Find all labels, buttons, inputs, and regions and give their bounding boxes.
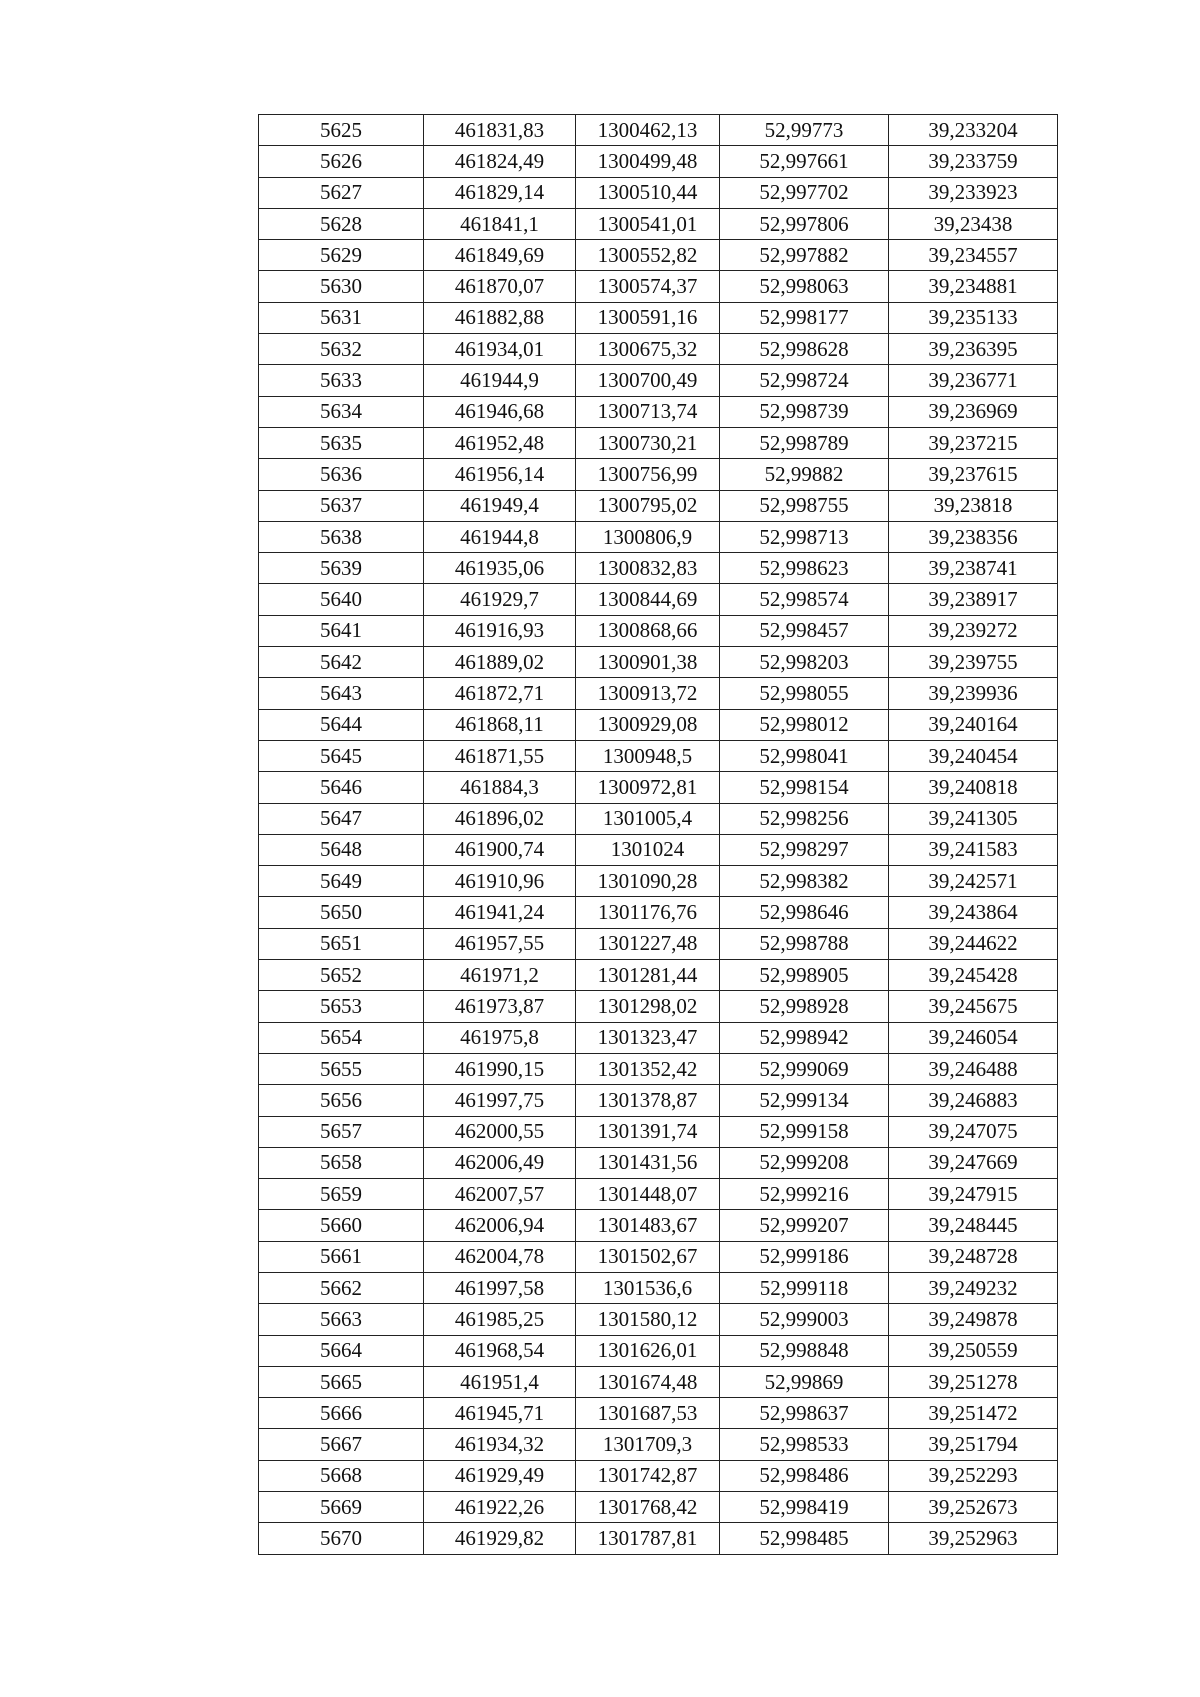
latitude-cell: 52,998297 (720, 834, 889, 865)
y-coordinate-cell: 1301674,48 (576, 1366, 720, 1397)
x-coordinate-cell: 461952,48 (424, 427, 576, 458)
table-row (259, 1366, 1058, 1397)
latitude-cell: 52,998041 (720, 740, 889, 771)
point-number-cell: 5649 (259, 866, 424, 897)
longitude-cell: 39,239936 (889, 678, 1058, 709)
y-coordinate-cell: 1301005,4 (576, 803, 720, 834)
latitude-cell: 52,998724 (720, 365, 889, 396)
longitude-cell: 39,23818 (889, 490, 1058, 521)
y-coordinate-cell: 1301024 (576, 834, 720, 865)
point-number-cell: 5669 (259, 1492, 424, 1523)
point-number-cell: 5633 (259, 365, 424, 396)
point-number-cell: 5642 (259, 647, 424, 678)
x-coordinate-cell: 461934,32 (424, 1429, 576, 1460)
longitude-cell: 39,23438 (889, 208, 1058, 239)
latitude-cell: 52,999158 (720, 1116, 889, 1147)
latitude-cell: 52,998755 (720, 490, 889, 521)
point-number-cell: 5628 (259, 208, 424, 239)
x-coordinate-cell: 461997,75 (424, 1085, 576, 1116)
x-coordinate-cell: 461975,8 (424, 1022, 576, 1053)
table-row (259, 553, 1058, 584)
longitude-cell: 39,247915 (889, 1179, 1058, 1210)
latitude-cell: 52,998382 (720, 866, 889, 897)
table-row (259, 803, 1058, 834)
latitude-cell: 52,998788 (720, 928, 889, 959)
x-coordinate-cell: 461884,3 (424, 772, 576, 803)
latitude-cell: 52,997702 (720, 177, 889, 208)
point-number-cell: 5632 (259, 334, 424, 365)
x-coordinate-cell: 461870,07 (424, 271, 576, 302)
y-coordinate-cell: 1301448,07 (576, 1179, 720, 1210)
table-row (259, 459, 1058, 490)
table-row (259, 240, 1058, 271)
x-coordinate-cell: 461944,8 (424, 521, 576, 552)
y-coordinate-cell: 1301281,44 (576, 960, 720, 991)
latitude-cell: 52,998419 (720, 1492, 889, 1523)
latitude-cell: 52,998628 (720, 334, 889, 365)
point-number-cell: 5664 (259, 1335, 424, 1366)
latitude-cell: 52,998905 (720, 960, 889, 991)
point-number-cell: 5647 (259, 803, 424, 834)
x-coordinate-cell: 461882,88 (424, 302, 576, 333)
table-row (259, 678, 1058, 709)
table-row (259, 1210, 1058, 1241)
table-row (259, 584, 1058, 615)
point-number-cell: 5652 (259, 960, 424, 991)
longitude-cell: 39,245428 (889, 960, 1058, 991)
y-coordinate-cell: 1300730,21 (576, 427, 720, 458)
point-number-cell: 5670 (259, 1523, 424, 1554)
latitude-cell: 52,997806 (720, 208, 889, 239)
latitude-cell: 52,999208 (720, 1147, 889, 1178)
y-coordinate-cell: 1301431,56 (576, 1147, 720, 1178)
x-coordinate-cell: 461934,01 (424, 334, 576, 365)
point-number-cell: 5663 (259, 1304, 424, 1335)
x-coordinate-cell: 461935,06 (424, 553, 576, 584)
x-coordinate-cell: 461849,69 (424, 240, 576, 271)
y-coordinate-cell: 1300541,01 (576, 208, 720, 239)
y-coordinate-cell: 1300499,48 (576, 146, 720, 177)
point-number-cell: 5639 (259, 553, 424, 584)
table-row (259, 772, 1058, 803)
x-coordinate-cell: 461944,9 (424, 365, 576, 396)
longitude-cell: 39,246883 (889, 1085, 1058, 1116)
table-row (259, 740, 1058, 771)
y-coordinate-cell: 1300806,9 (576, 521, 720, 552)
longitude-cell: 39,252673 (889, 1492, 1058, 1523)
latitude-cell: 52,999069 (720, 1053, 889, 1084)
latitude-cell: 52,997661 (720, 146, 889, 177)
x-coordinate-cell: 461997,58 (424, 1272, 576, 1303)
point-number-cell: 5627 (259, 177, 424, 208)
table-row (259, 1085, 1058, 1116)
latitude-cell: 52,999003 (720, 1304, 889, 1335)
x-coordinate-cell: 461910,96 (424, 866, 576, 897)
longitude-cell: 39,240454 (889, 740, 1058, 771)
y-coordinate-cell: 1300929,08 (576, 709, 720, 740)
x-coordinate-cell: 461929,49 (424, 1460, 576, 1491)
longitude-cell: 39,242571 (889, 866, 1058, 897)
point-number-cell: 5643 (259, 678, 424, 709)
table-row (259, 365, 1058, 396)
table-row (259, 115, 1058, 146)
latitude-cell: 52,998928 (720, 991, 889, 1022)
x-coordinate-cell: 461872,71 (424, 678, 576, 709)
y-coordinate-cell: 1300901,38 (576, 647, 720, 678)
table-row (259, 1022, 1058, 1053)
longitude-cell: 39,237215 (889, 427, 1058, 458)
latitude-cell: 52,99882 (720, 459, 889, 490)
y-coordinate-cell: 1300700,49 (576, 365, 720, 396)
longitude-cell: 39,239272 (889, 615, 1058, 646)
latitude-cell: 52,998623 (720, 553, 889, 584)
y-coordinate-cell: 1301687,53 (576, 1398, 720, 1429)
point-number-cell: 5631 (259, 302, 424, 333)
y-coordinate-cell: 1300972,81 (576, 772, 720, 803)
table-row (259, 866, 1058, 897)
table-row (259, 1241, 1058, 1272)
table-row (259, 1053, 1058, 1084)
y-coordinate-cell: 1300832,83 (576, 553, 720, 584)
latitude-cell: 52,998942 (720, 1022, 889, 1053)
x-coordinate-cell: 461968,54 (424, 1335, 576, 1366)
table-row (259, 960, 1058, 991)
point-number-cell: 5645 (259, 740, 424, 771)
latitude-cell: 52,997882 (720, 240, 889, 271)
longitude-cell: 39,249232 (889, 1272, 1058, 1303)
table-row (259, 146, 1058, 177)
point-number-cell: 5630 (259, 271, 424, 302)
point-number-cell: 5654 (259, 1022, 424, 1053)
table-row (259, 271, 1058, 302)
latitude-cell: 52,999118 (720, 1272, 889, 1303)
y-coordinate-cell: 1300591,16 (576, 302, 720, 333)
table-row (259, 177, 1058, 208)
latitude-cell: 52,999216 (720, 1179, 889, 1210)
point-number-cell: 5651 (259, 928, 424, 959)
y-coordinate-cell: 1300675,32 (576, 334, 720, 365)
x-coordinate-cell: 461949,4 (424, 490, 576, 521)
point-number-cell: 5660 (259, 1210, 424, 1241)
latitude-cell: 52,998486 (720, 1460, 889, 1491)
point-number-cell: 5665 (259, 1366, 424, 1397)
point-number-cell: 5638 (259, 521, 424, 552)
longitude-cell: 39,235133 (889, 302, 1058, 333)
x-coordinate-cell: 461945,71 (424, 1398, 576, 1429)
y-coordinate-cell: 1300868,66 (576, 615, 720, 646)
longitude-cell: 39,240164 (889, 709, 1058, 740)
y-coordinate-cell: 1301787,81 (576, 1523, 720, 1554)
table-row (259, 208, 1058, 239)
x-coordinate-cell: 461971,2 (424, 960, 576, 991)
point-number-cell: 5667 (259, 1429, 424, 1460)
x-coordinate-cell: 462000,55 (424, 1116, 576, 1147)
longitude-cell: 39,252293 (889, 1460, 1058, 1491)
latitude-cell: 52,999207 (720, 1210, 889, 1241)
table-row (259, 834, 1058, 865)
table-row (259, 1179, 1058, 1210)
table-row (259, 521, 1058, 552)
coordinates-table (258, 114, 1058, 1555)
table-row (259, 991, 1058, 1022)
longitude-cell: 39,251472 (889, 1398, 1058, 1429)
y-coordinate-cell: 1301742,87 (576, 1460, 720, 1491)
y-coordinate-cell: 1301227,48 (576, 928, 720, 959)
table-row (259, 1460, 1058, 1491)
y-coordinate-cell: 1300913,72 (576, 678, 720, 709)
x-coordinate-cell: 461841,1 (424, 208, 576, 239)
latitude-cell: 52,998457 (720, 615, 889, 646)
x-coordinate-cell: 461946,68 (424, 396, 576, 427)
longitude-cell: 39,238741 (889, 553, 1058, 584)
x-coordinate-cell: 461896,02 (424, 803, 576, 834)
table-row (259, 302, 1058, 333)
longitude-cell: 39,251278 (889, 1366, 1058, 1397)
point-number-cell: 5657 (259, 1116, 424, 1147)
latitude-cell: 52,998533 (720, 1429, 889, 1460)
latitude-cell: 52,998713 (720, 521, 889, 552)
x-coordinate-cell: 461941,24 (424, 897, 576, 928)
longitude-cell: 39,236969 (889, 396, 1058, 427)
latitude-cell: 52,998848 (720, 1335, 889, 1366)
y-coordinate-cell: 1300510,44 (576, 177, 720, 208)
y-coordinate-cell: 1300795,02 (576, 490, 720, 521)
x-coordinate-cell: 461929,82 (424, 1523, 576, 1554)
longitude-cell: 39,234557 (889, 240, 1058, 271)
x-coordinate-cell: 461824,49 (424, 146, 576, 177)
longitude-cell: 39,244622 (889, 928, 1058, 959)
point-number-cell: 5648 (259, 834, 424, 865)
point-number-cell: 5640 (259, 584, 424, 615)
longitude-cell: 39,249878 (889, 1304, 1058, 1335)
x-coordinate-cell: 461831,83 (424, 115, 576, 146)
x-coordinate-cell: 461957,55 (424, 928, 576, 959)
y-coordinate-cell: 1301391,74 (576, 1116, 720, 1147)
table-row (259, 1116, 1058, 1147)
longitude-cell: 39,238356 (889, 521, 1058, 552)
latitude-cell: 52,998646 (720, 897, 889, 928)
table-row (259, 709, 1058, 740)
y-coordinate-cell: 1300574,37 (576, 271, 720, 302)
x-coordinate-cell: 461829,14 (424, 177, 576, 208)
table-row (259, 647, 1058, 678)
coordinates-table-body (259, 115, 1058, 1555)
latitude-cell: 52,99773 (720, 115, 889, 146)
point-number-cell: 5658 (259, 1147, 424, 1178)
x-coordinate-cell: 461916,93 (424, 615, 576, 646)
latitude-cell: 52,998256 (720, 803, 889, 834)
y-coordinate-cell: 1301626,01 (576, 1335, 720, 1366)
point-number-cell: 5655 (259, 1053, 424, 1084)
longitude-cell: 39,238917 (889, 584, 1058, 615)
y-coordinate-cell: 1301378,87 (576, 1085, 720, 1116)
latitude-cell: 52,999186 (720, 1241, 889, 1272)
table-row (259, 1523, 1058, 1554)
x-coordinate-cell: 461956,14 (424, 459, 576, 490)
point-number-cell: 5644 (259, 709, 424, 740)
x-coordinate-cell: 462006,49 (424, 1147, 576, 1178)
point-number-cell: 5653 (259, 991, 424, 1022)
y-coordinate-cell: 1301709,3 (576, 1429, 720, 1460)
point-number-cell: 5634 (259, 396, 424, 427)
longitude-cell: 39,241305 (889, 803, 1058, 834)
longitude-cell: 39,243864 (889, 897, 1058, 928)
y-coordinate-cell: 1300462,13 (576, 115, 720, 146)
longitude-cell: 39,241583 (889, 834, 1058, 865)
point-number-cell: 5646 (259, 772, 424, 803)
y-coordinate-cell: 1301483,67 (576, 1210, 720, 1241)
point-number-cell: 5650 (259, 897, 424, 928)
table-row (259, 1272, 1058, 1303)
y-coordinate-cell: 1301580,12 (576, 1304, 720, 1335)
longitude-cell: 39,246054 (889, 1022, 1058, 1053)
x-coordinate-cell: 461871,55 (424, 740, 576, 771)
point-number-cell: 5659 (259, 1179, 424, 1210)
latitude-cell: 52,998485 (720, 1523, 889, 1554)
longitude-cell: 39,250559 (889, 1335, 1058, 1366)
table-row (259, 490, 1058, 521)
table-row (259, 1147, 1058, 1178)
x-coordinate-cell: 462007,57 (424, 1179, 576, 1210)
table-row (259, 1429, 1058, 1460)
table-row (259, 1335, 1058, 1366)
y-coordinate-cell: 1300713,74 (576, 396, 720, 427)
table-row (259, 396, 1058, 427)
point-number-cell: 5661 (259, 1241, 424, 1272)
y-coordinate-cell: 1301352,42 (576, 1053, 720, 1084)
longitude-cell: 39,237615 (889, 459, 1058, 490)
table-row (259, 615, 1058, 646)
table-row (259, 1398, 1058, 1429)
table-row (259, 1304, 1058, 1335)
latitude-cell: 52,998012 (720, 709, 889, 740)
latitude-cell: 52,998203 (720, 647, 889, 678)
x-coordinate-cell: 461900,74 (424, 834, 576, 865)
x-coordinate-cell: 462004,78 (424, 1241, 576, 1272)
point-number-cell: 5662 (259, 1272, 424, 1303)
y-coordinate-cell: 1301502,67 (576, 1241, 720, 1272)
x-coordinate-cell: 461922,26 (424, 1492, 576, 1523)
table-row (259, 427, 1058, 458)
longitude-cell: 39,239755 (889, 647, 1058, 678)
longitude-cell: 39,247669 (889, 1147, 1058, 1178)
latitude-cell: 52,998739 (720, 396, 889, 427)
point-number-cell: 5666 (259, 1398, 424, 1429)
table-row (259, 334, 1058, 365)
point-number-cell: 5635 (259, 427, 424, 458)
point-number-cell: 5656 (259, 1085, 424, 1116)
latitude-cell: 52,99869 (720, 1366, 889, 1397)
x-coordinate-cell: 461985,25 (424, 1304, 576, 1335)
longitude-cell: 39,233923 (889, 177, 1058, 208)
point-number-cell: 5641 (259, 615, 424, 646)
x-coordinate-cell: 462006,94 (424, 1210, 576, 1241)
y-coordinate-cell: 1300844,69 (576, 584, 720, 615)
longitude-cell: 39,236771 (889, 365, 1058, 396)
latitude-cell: 52,998154 (720, 772, 889, 803)
longitude-cell: 39,236395 (889, 334, 1058, 365)
y-coordinate-cell: 1301090,28 (576, 866, 720, 897)
point-number-cell: 5637 (259, 490, 424, 521)
longitude-cell: 39,234881 (889, 271, 1058, 302)
latitude-cell: 52,998063 (720, 271, 889, 302)
table-row (259, 897, 1058, 928)
x-coordinate-cell: 461973,87 (424, 991, 576, 1022)
table-row (259, 1492, 1058, 1523)
longitude-cell: 39,251794 (889, 1429, 1058, 1460)
x-coordinate-cell: 461990,15 (424, 1053, 576, 1084)
y-coordinate-cell: 1300756,99 (576, 459, 720, 490)
longitude-cell: 39,252963 (889, 1523, 1058, 1554)
y-coordinate-cell: 1301176,76 (576, 897, 720, 928)
latitude-cell: 52,998055 (720, 678, 889, 709)
y-coordinate-cell: 1301536,6 (576, 1272, 720, 1303)
y-coordinate-cell: 1300552,82 (576, 240, 720, 271)
longitude-cell: 39,240818 (889, 772, 1058, 803)
point-number-cell: 5626 (259, 146, 424, 177)
latitude-cell: 52,998574 (720, 584, 889, 615)
longitude-cell: 39,245675 (889, 991, 1058, 1022)
y-coordinate-cell: 1300948,5 (576, 740, 720, 771)
y-coordinate-cell: 1301323,47 (576, 1022, 720, 1053)
x-coordinate-cell: 461951,4 (424, 1366, 576, 1397)
longitude-cell: 39,233204 (889, 115, 1058, 146)
longitude-cell: 39,248728 (889, 1241, 1058, 1272)
table-row (259, 928, 1058, 959)
point-number-cell: 5668 (259, 1460, 424, 1491)
point-number-cell: 5636 (259, 459, 424, 490)
latitude-cell: 52,999134 (720, 1085, 889, 1116)
x-coordinate-cell: 461868,11 (424, 709, 576, 740)
y-coordinate-cell: 1301768,42 (576, 1492, 720, 1523)
x-coordinate-cell: 461889,02 (424, 647, 576, 678)
longitude-cell: 39,233759 (889, 146, 1058, 177)
longitude-cell: 39,246488 (889, 1053, 1058, 1084)
latitude-cell: 52,998637 (720, 1398, 889, 1429)
longitude-cell: 39,247075 (889, 1116, 1058, 1147)
x-coordinate-cell: 461929,7 (424, 584, 576, 615)
y-coordinate-cell: 1301298,02 (576, 991, 720, 1022)
latitude-cell: 52,998789 (720, 427, 889, 458)
point-number-cell: 5625 (259, 115, 424, 146)
longitude-cell: 39,248445 (889, 1210, 1058, 1241)
point-number-cell: 5629 (259, 240, 424, 271)
latitude-cell: 52,998177 (720, 302, 889, 333)
